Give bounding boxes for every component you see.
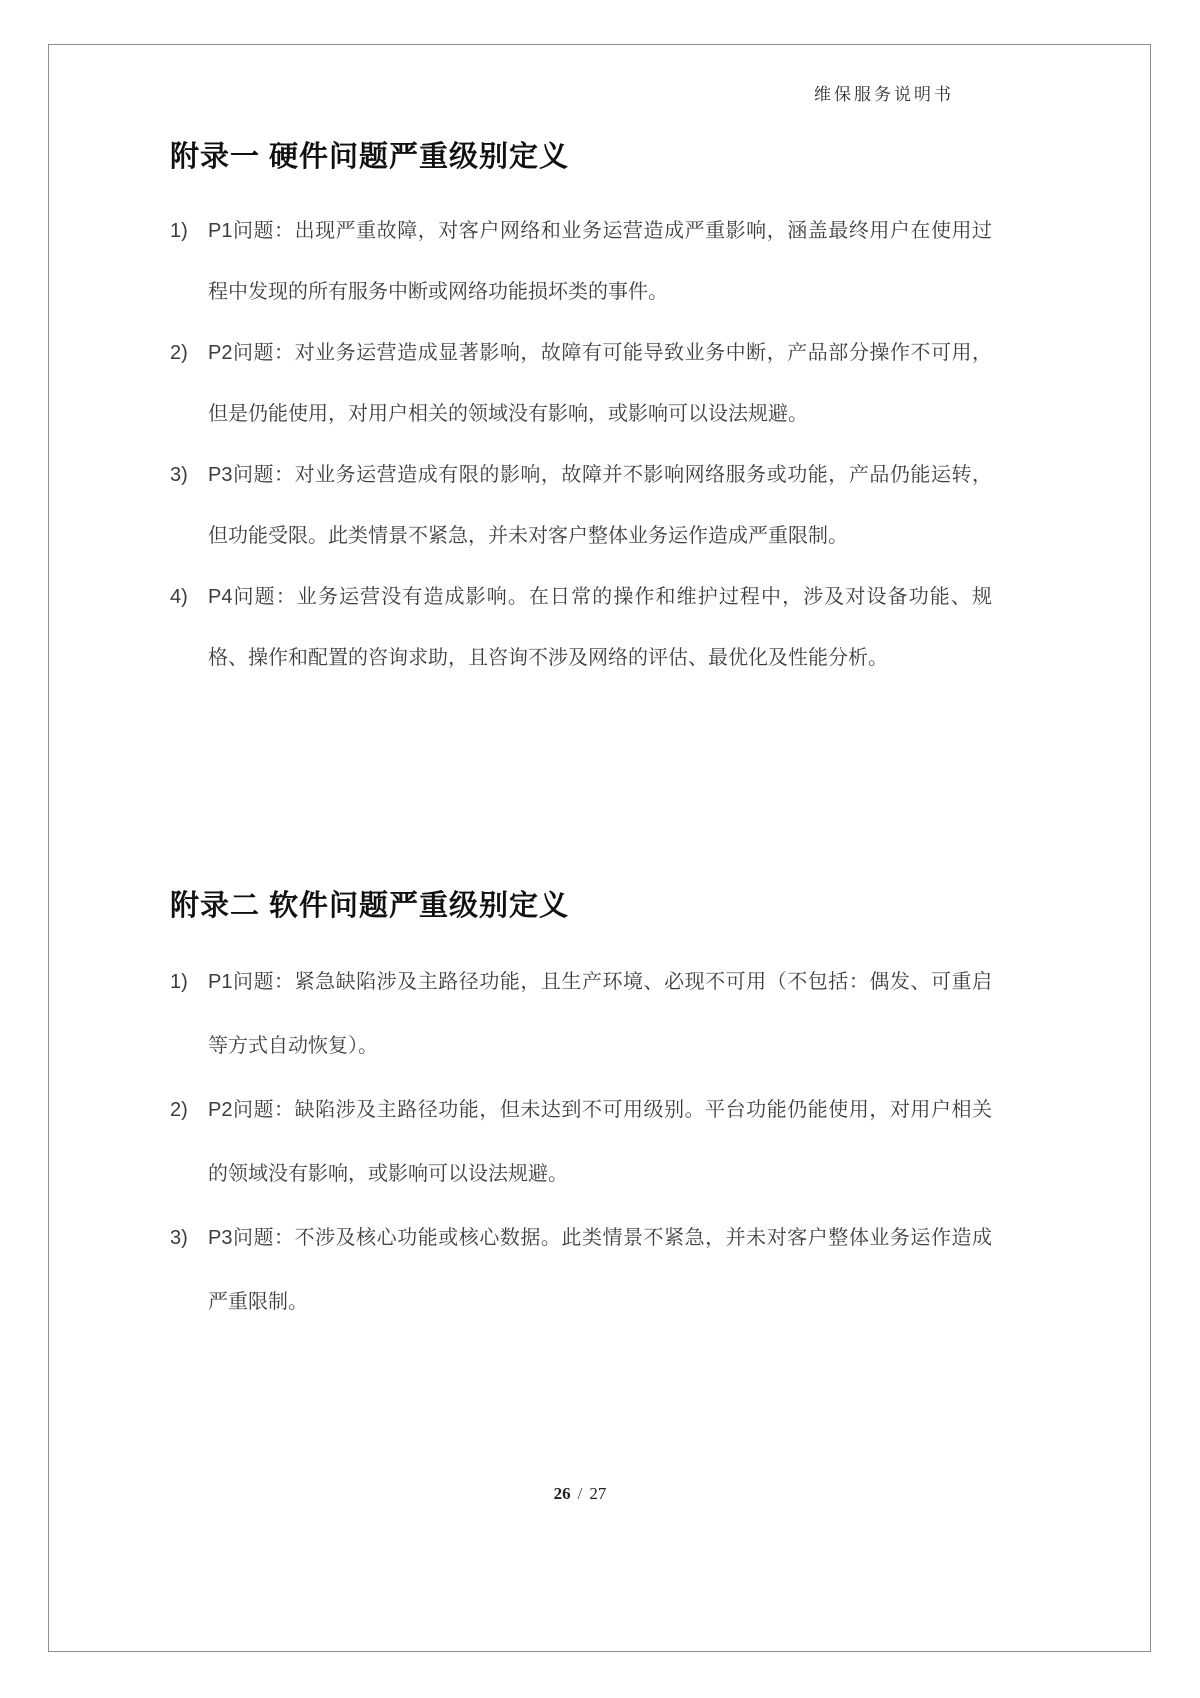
list-item xyxy=(170,445,992,567)
list-item-number: 4) xyxy=(170,586,188,608)
list-item-text: P1问题：紧急缺陷涉及主路径功能，且生产环境、必现不可用（不包括：偶发、可重启等方式自动恢复）。 xyxy=(208,971,992,1057)
list-item-number: 2) xyxy=(170,1099,188,1121)
list-item-number: 1) xyxy=(170,971,188,993)
list-item-number: 1) xyxy=(170,220,188,242)
list-item-text: P1问题：出现严重故障，对客户网络和业务运营造成严重影响，涵盖最终用户在使用过程中发现的所有服务中断或网络功能损坏类的事件。 xyxy=(208,220,992,303)
document-body xyxy=(170,138,992,1334)
list-item xyxy=(170,567,992,689)
list-item-number: 3) xyxy=(170,464,188,486)
list-item-number: 2) xyxy=(170,342,188,364)
appendix-2-section xyxy=(170,887,992,1334)
appendix-2-title: 附录二 软件问题严重级别定义 xyxy=(170,890,570,922)
document-header-title: 维保服务说明书 xyxy=(814,85,954,104)
appendix-2-list xyxy=(170,950,992,1334)
list-item xyxy=(170,323,992,445)
list-item-text: P3问题：不涉及核心功能或核心数据。此类情景不紧急，并未对客户整体业务运作造成严重限制。 xyxy=(208,1227,992,1313)
total-page-number: 27 xyxy=(589,1484,607,1503)
page-number-footer xyxy=(0,1484,1160,1504)
list-item xyxy=(170,201,992,323)
list-item-text: P2问题：缺陷涉及主路径功能，但未达到不可用级别。平台功能仍能使用，对用户相关的领域没有影响，或影响可以设法规避。 xyxy=(208,1099,992,1185)
appendix-1-title: 附录一 硬件问题严重级别定义 xyxy=(170,141,570,173)
list-item-text: P3问题：对业务运营造成有限的影响，故障并不影响网络服务或功能，产品仍能运转，但功能受限。此类情景不紧急，并未对客户整体业务运作造成严重限制。 xyxy=(208,464,992,547)
list-item xyxy=(170,950,992,1078)
list-item-text: P2问题：对业务运营造成显著影响，故障有可能导致业务中断，产品部分操作不可用，但是仍能使用，对用户相关的领域没有影响，或影响可以设法规避。 xyxy=(208,342,992,425)
list-item-number: 3) xyxy=(170,1227,188,1249)
list-item-text: P4问题：业务运营没有造成影响。在日常的操作和维护过程中，涉及对设备功能、规格、操作和配置的咨询求助，且咨询不涉及网络的评估、最优化及性能分析。 xyxy=(208,586,992,669)
current-page-number: 26 xyxy=(553,1484,571,1503)
appendix-1-list xyxy=(170,201,992,689)
list-item xyxy=(170,1206,992,1334)
list-item xyxy=(170,1078,992,1206)
page-number-separator: / xyxy=(577,1484,583,1503)
appendix-1-section xyxy=(170,138,992,689)
